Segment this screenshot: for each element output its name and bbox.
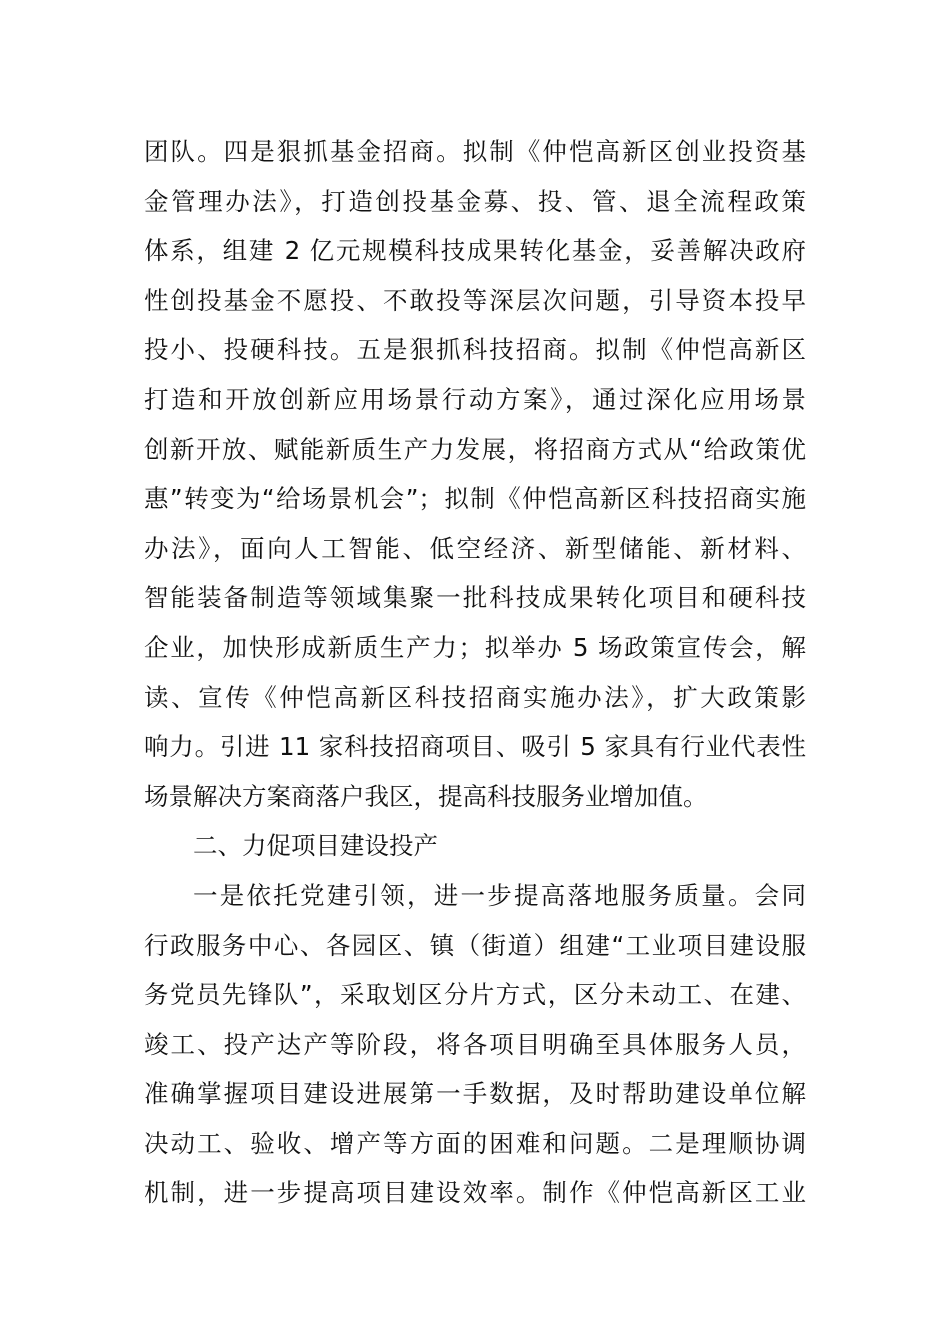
document-body [144, 127, 806, 1218]
text-line: 竣工、投产达产等阶段，将各项目明确至具体服务人员， [144, 1029, 806, 1059]
text-line: 创新开放、赋能新质生产力发展，将招商方式从“给政策优 [144, 434, 806, 464]
text-line: 行政服务中心、各园区、镇（街道）组建“工业项目建设服 [144, 930, 806, 960]
text-line: 读、宣传《仲恺高新区科技招商实施办法》，扩大政策影 [144, 682, 806, 712]
text-line: 办法》，面向人工智能、低空经济、新型储能、新材料、 [144, 533, 806, 563]
text-line: 响力。引进 11 家科技招商项目、吸引 5 家具有行业代表性 [144, 732, 806, 762]
text-line: 金管理办法》，打造创投基金募、投、管、退全流程政策 [144, 186, 806, 216]
text-line: 智能装备制造等领域集聚一批科技成果转化项目和硬科技 [144, 583, 806, 613]
text-line: 打造和开放创新应用场景行动方案》，通过深化应用场景 [144, 384, 806, 414]
paragraph-investment [144, 127, 806, 821]
text-line: 决动工、验收、增产等方面的困难和问题。二是理顺协调 [144, 1128, 806, 1158]
text-line: 性创投基金不愿投、不敢投等深层次问题，引导资本投早 [144, 285, 806, 315]
text-line: 一是依托党建引领，进一步提高落地服务质量。会同 [193, 880, 806, 910]
text-line: 准确掌握项目建设进展第一手数据，及时帮助建设单位解 [144, 1079, 806, 1109]
text-line: 场景解决方案商落户我区，提高科技服务业增加值。 [144, 781, 708, 811]
text-line: 投小、投硬科技。五是狠抓科技招商。拟制《仲恺高新区 [144, 335, 806, 365]
paragraph-project-construction [144, 871, 806, 1218]
text-line: 机制，进一步提高项目建设效率。制作《仲恺高新区工业 [144, 1178, 806, 1208]
text-line: 企业，加快形成新质生产力；拟举办 5 场政策宣传会，解 [144, 632, 806, 662]
text-line: 务党员先锋队”，采取划区分片方式，区分未动工、在建、 [144, 980, 806, 1010]
section-heading: 二、力促项目建设投产 [193, 831, 438, 861]
text-line: 惠”转变为“给场景机会”；拟制《仲恺高新区科技招商实施 [144, 484, 806, 514]
text-line: 体系，组建 2 亿元规模科技成果转化基金，妥善解决政府 [144, 236, 806, 266]
text-line: 团队。四是狠抓基金招商。拟制《仲恺高新区创业投资基 [144, 137, 806, 166]
